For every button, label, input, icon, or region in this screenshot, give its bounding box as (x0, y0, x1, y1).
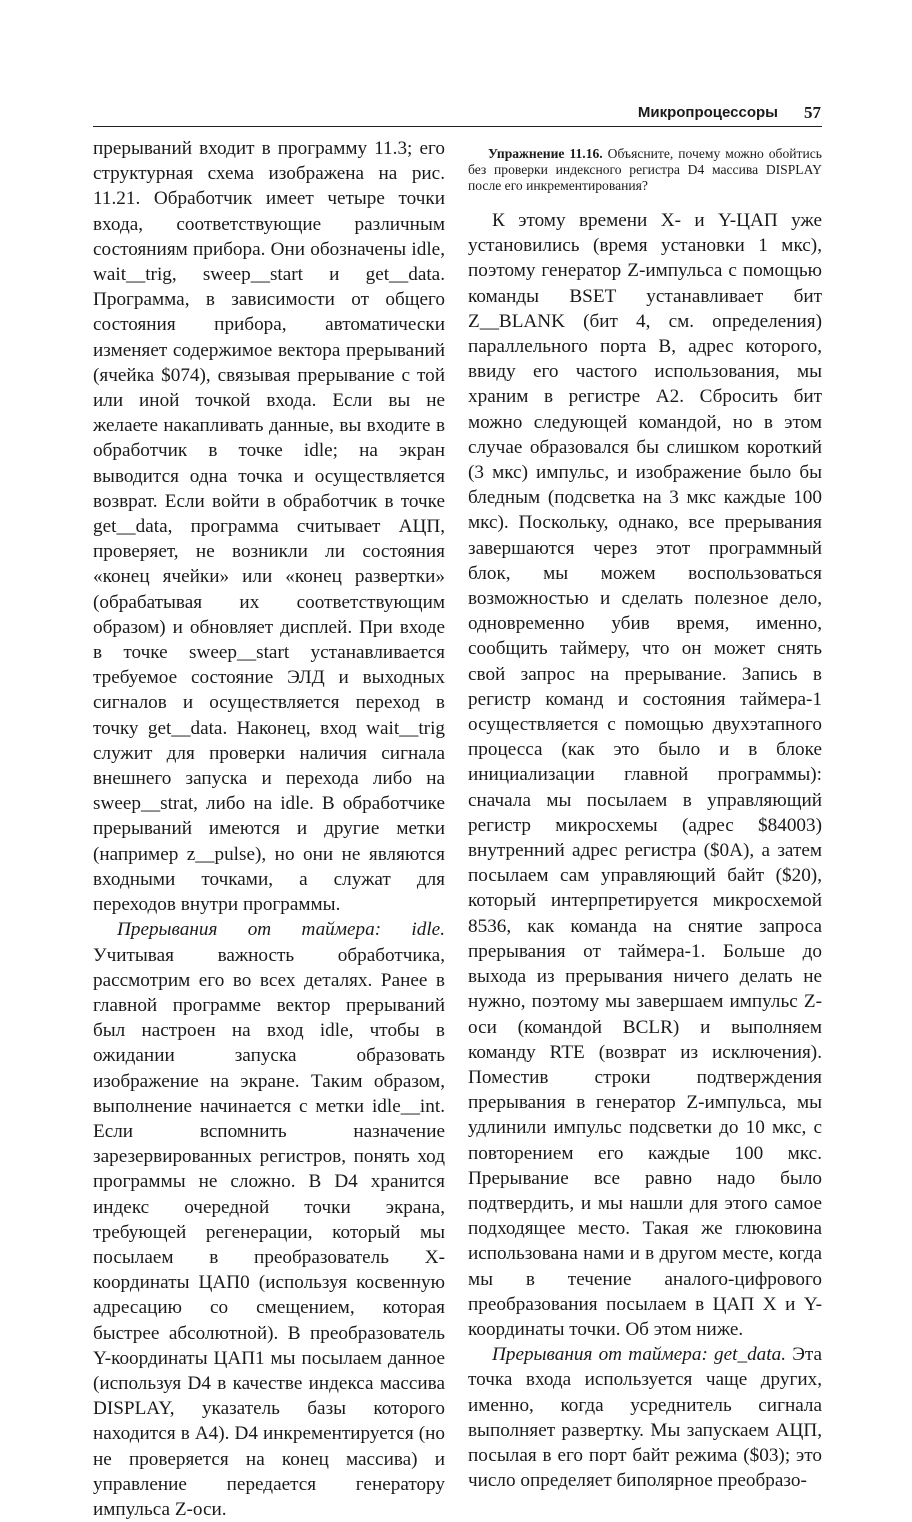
exercise-block (468, 146, 822, 194)
running-head (93, 102, 822, 127)
paragraph-timer-idle-body: Учитывая важность обработчика, рассмотрим его во всех деталях. Ранее в главной программе вектор прерываний был настроен на вход idle, чтобы в ожидании запуска образовать изображение на экране. Таким образом, выполнение начинается с метки idle__int. Если вспомнить назначение зарезервированных регистров, понять ход программы не сложно. В D4 хранится индекс очередной точки экрана, требующей регенерации, который мы посылаем в преобразователь X-координаты ЦАП0 (используя косвенную адресацию со смещением, которая быстрее абсолютной). В преобразователь Y-координаты ЦАП1 мы посылаем данное (используя D4 в качестве индекса массива DISPLAY, указатель базы которого находится в A4). D4 инкрементируется (но не проверяется на конец массива) и управление передается генератору импульса Z-оси. (93, 944, 445, 1520)
paragraph-timer-idle (93, 917, 445, 1522)
left-column (93, 136, 445, 1522)
paragraph-z-pulse: К этому времени X- и Y-ЦАП уже установились (время установки 1 мкс), поэтому генератор Z-импульса с помощью команды BSET устанавливает бит Z__BLANK (бит 4, см. определения) параллельного порта B, адрес которого, ввиду его частого использования, мы храним в регистре A2. Сбросить бит можно следующей командой, но в этом случае образовался бы слишком короткий (3 мкс) импульс, и изображение было бы бледным (подсветка на 3 мкс каждые 100 мкс). Поскольку, однако, все прерывания завершаются через этот программный блок, мы можем воспользоваться возможностью и сделать полезное дело, одновременно убив время, именно, сообщить таймеру, что он может снять свой запрос на прерывание. Запись в регистр команд и состояния таймера-1 осуществляется с помощью двухэтапного процесса (как это было и в блоке инициализации главной программы): сначала мы посылаем в управляющий регистр микросхемы (адрес $84003) внутренний адрес регистра ($0A), а затем посылаем сам управляющий байт ($20), который интерпретируется микросхемой 8536, как команда на снятие запроса прерывания от таймера-1. Больше до выхода из прерывания ничего делать не нужно, поэтому мы завершаем импульс Z-оси (командой BCLR) и выполняем команду RTE (возврат из исключения). Поместив строки подтверждения прерывания в генератор Z-импульса, мы удлинили импульс подсветки до 10 мкс, с повторением его каждые 100 мкс. Прерывание все равно надо было подтвердить, и мы нашли для этого самое подходящее место. Такая же глюковина использована нами и в другом месте, когда мы в течение аналого-цифрового преобразования посылаем в ЦАП X и Y-координаты точки. Об этом ниже. (468, 210, 822, 1340)
paragraph-get-data-body: Эта точка входа используется чаще других, именно, когда усреднитель сигнала выполняет развертку. Мы запускаем АЦП, посылая в его порт байт режима ($03); это число определяет биполярное преобразо- (468, 1344, 823, 1492)
page-number: 57 (804, 103, 821, 122)
section-lead-idle: Прерывания от таймера: idle. (117, 919, 445, 941)
exercise-text: Объясните, почему можно обойтись без проверки индексного регистра D4 массива DISPLAY после его инкрементирования? (468, 146, 822, 193)
chapter-title: Микропроцессоры (637, 104, 778, 121)
paragraph-get-data (468, 1342, 822, 1493)
section-lead-get-data: Прерывания от таймера: get_data. (492, 1344, 786, 1366)
exercise-label: Упражнение 11.16. (488, 146, 603, 161)
right-column (468, 136, 822, 1493)
paragraph-interrupt-handler: прерываний входит в программу 11.3; его структурная схема изображена на рис. 11.21. Обработчик имеет четыре точки входа, соответствующие различным состояниям прибора. Они обозначены idle, wait__trig, sweep__start и get__data. Программа, в зависимости от общего состояния прибора, автоматически изменяет содержимое вектора прерываний (ячейка $074), связывая прерывание с той или иной точкой входа. Если вы не желаете накапливать данные, вы входите в обработчик в точке idle; на экран выводится одна точка и осуществляется возврат. Если войти в обработчик в точке get__data, программа считывает АЦП, проверяет, не возникли ли состояния «конец ячейки» или «конец развертки» (обрабатывая их соответствующим образом) и обновляет дисплей. При входе в точке sweep__start устанавливается требуемое состояние ЭЛД и выходных сигналов и осуществляется переход в точку get__data. Наконец, вход wait__trig служит для проверки наличия сигнала внешнего запуска и перехода либо на sweep__strat, либо на idle. В обработчике прерываний имеются и другие метки (например z__pulse), но они не являются входными точками, а служат для переходов внутри программы. (93, 138, 445, 916)
